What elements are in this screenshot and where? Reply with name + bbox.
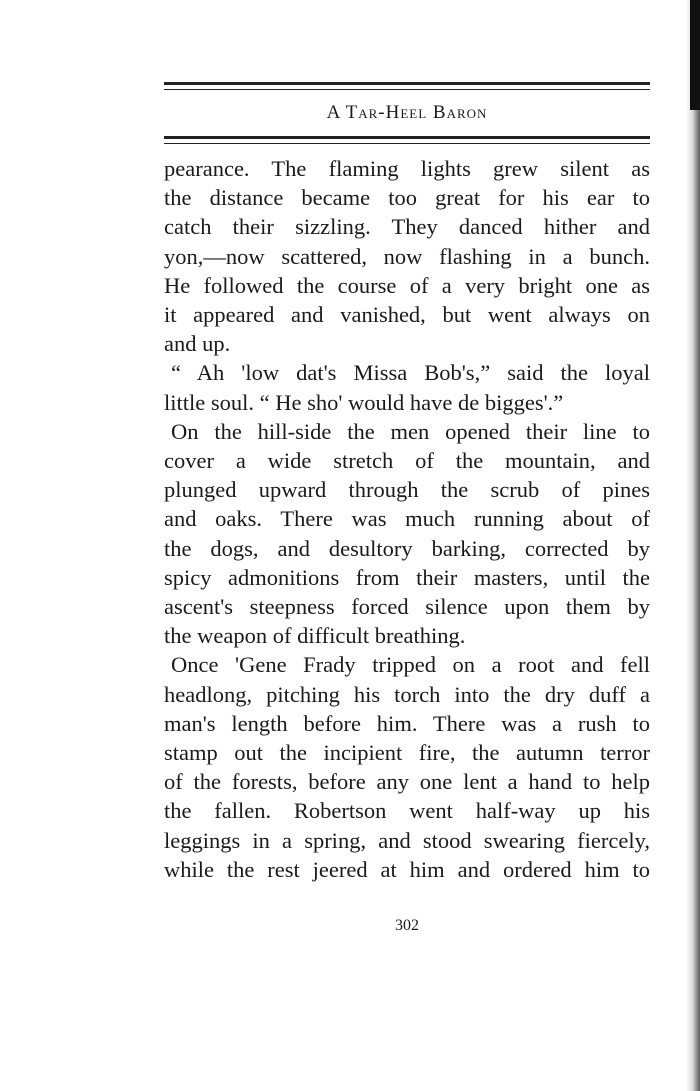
running-head: A Tar-Heel Baron <box>326 102 488 123</box>
line: headlong, pitching his torch into the dry duff a <box>164 681 650 707</box>
line: stamp out the incipient fire, the autumn terror <box>164 740 650 766</box>
paragraph-2 <box>164 358 650 387</box>
paragraph-2-end <box>164 388 650 417</box>
line: and up. <box>164 331 231 357</box>
line: spicy admonitions from their masters, until the <box>164 564 650 590</box>
paragraph-1-end <box>164 329 650 358</box>
header-rule-bottom <box>164 136 650 144</box>
line: pearance. The flaming lights grew silent as <box>164 156 650 181</box>
line: the weapon of difficult breathing. <box>164 623 466 649</box>
line: it appeared and vanished, but went always on <box>164 302 650 328</box>
line: and oaks. There was much running about of <box>164 506 650 532</box>
page-edge-dark-corner <box>690 0 700 110</box>
line: little soul. “ He sho' would have de bigges'.” <box>164 389 564 415</box>
page-header <box>164 82 650 144</box>
line: Once 'Gene Frady tripped on a root and fell <box>171 652 650 678</box>
line: while the rest jeered at him and ordered him to <box>164 856 650 882</box>
paragraph-4-body <box>164 680 650 884</box>
body-text <box>164 154 650 884</box>
line: the dogs, and desultory barking, corrected by <box>164 535 650 561</box>
paragraph-4 <box>164 650 650 679</box>
line: the fallen. Robertson went half-way up his <box>164 798 650 824</box>
line: On the hill-side the men opened their line to <box>171 418 650 444</box>
line: man's length before him. There was a rush to <box>164 710 650 736</box>
header-rule-top <box>164 82 650 90</box>
page-number: 302 <box>395 917 419 934</box>
line: leggings in a spring, and stood swearing fiercely, <box>164 827 650 853</box>
line: ascent's steepness forced silence upon them by <box>164 594 650 620</box>
line: plunged upward through the scrub of pines <box>164 477 650 503</box>
line: He followed the course of a very bright one as <box>164 272 650 298</box>
line: yon,—now scattered, now flashing in a bunch. <box>164 243 650 269</box>
line: the distance became too great for his ear to <box>164 185 650 211</box>
line: catch their sizzling. They danced hither and <box>164 214 650 240</box>
line: “ Ah 'low dat's Missa Bob's,” said the loyal <box>171 360 650 386</box>
line: of the forests, before any one lent a hand to help <box>164 769 650 795</box>
paragraph-3-end <box>164 621 650 650</box>
paragraph-3-body <box>164 446 650 621</box>
line: cover a wide stretch of the mountain, and <box>164 448 650 474</box>
page-edge-shadow <box>686 0 700 1091</box>
paragraph-1 <box>164 154 650 329</box>
paragraph-3 <box>164 417 650 446</box>
